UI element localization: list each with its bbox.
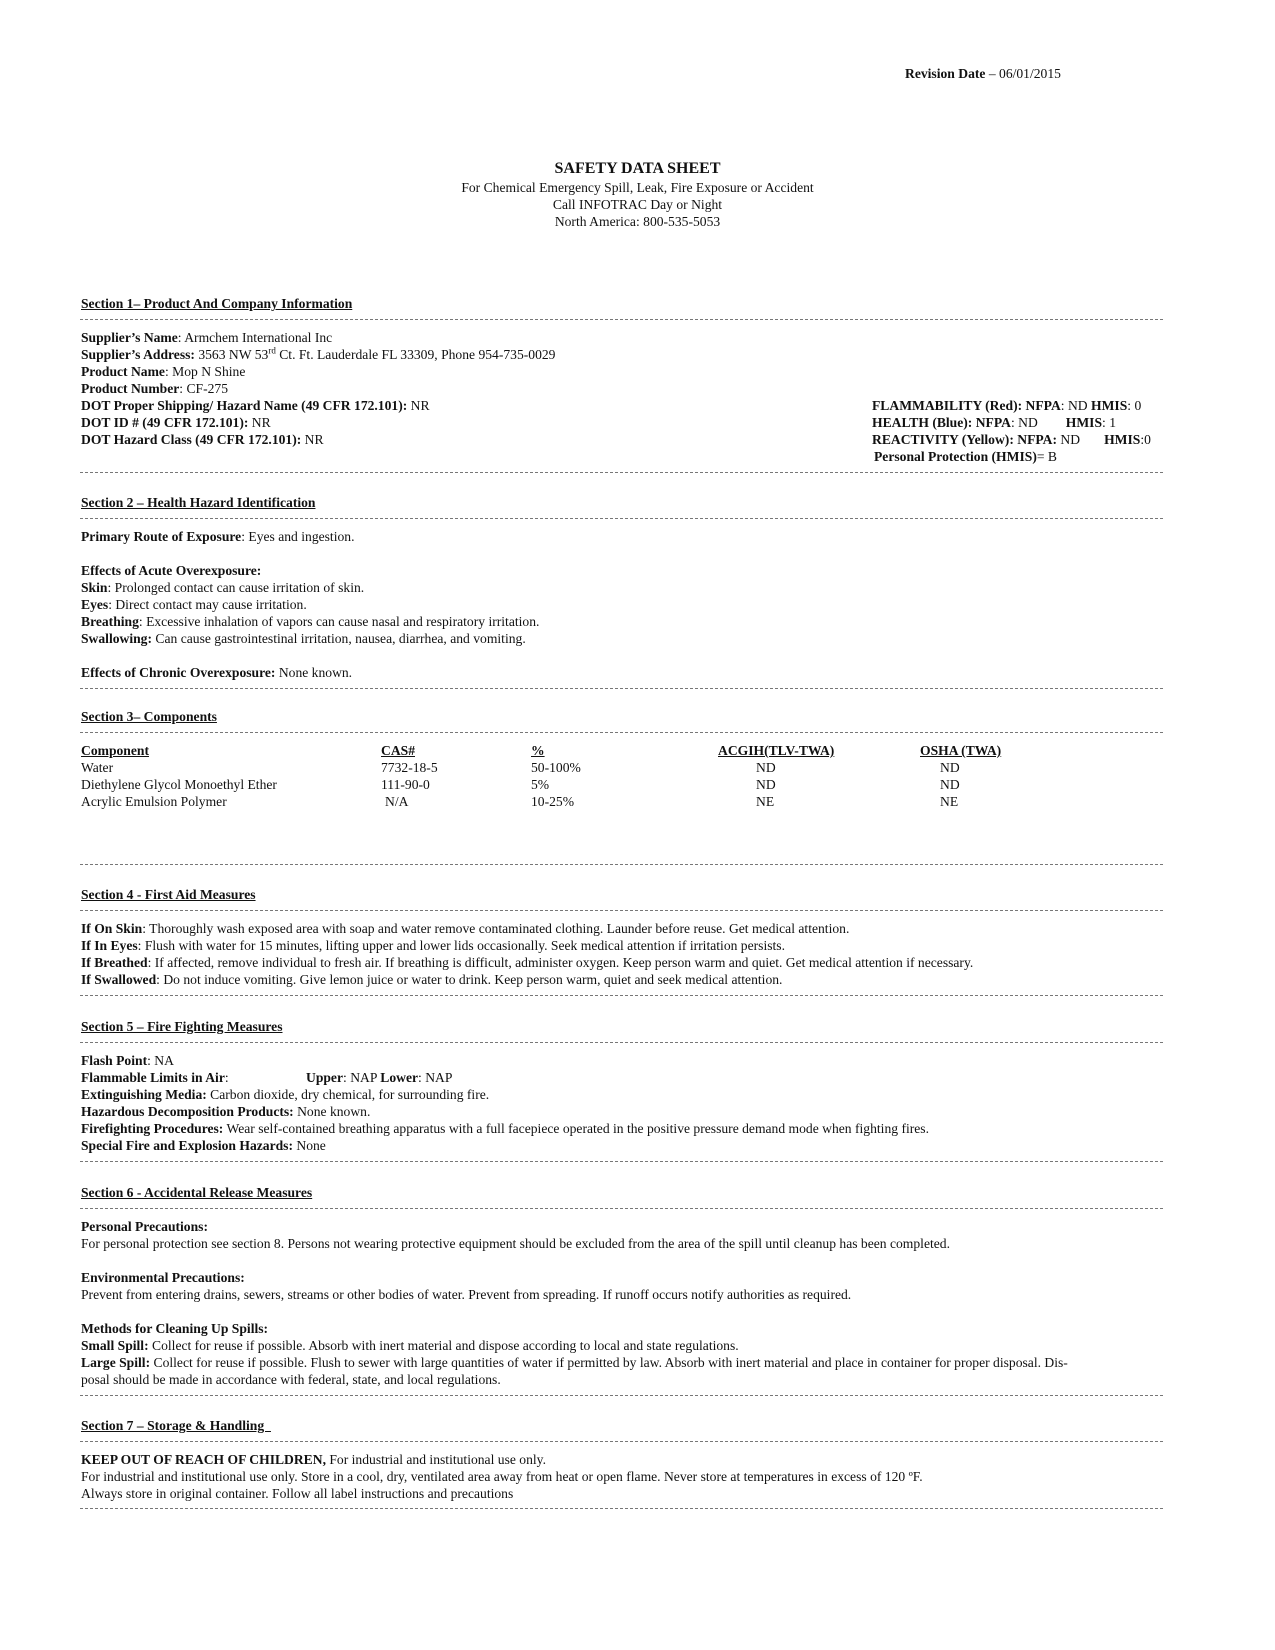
- special-hazards: Special Fire and Explosion Hazards: None: [81, 1138, 326, 1153]
- acute-eyes: Eyes: Direct contact may cause irritation.: [81, 597, 307, 612]
- flammability-rating: FLAMMABILITY (Red): NFPA: ND HMIS: 0: [872, 398, 1142, 413]
- table-cell: 5%: [531, 777, 550, 792]
- dot-shipping-name: DOT Proper Shipping/ Hazard Name (49 CFR 172.101): NR: [81, 398, 430, 413]
- table-header: %: [531, 743, 545, 758]
- divider: [80, 1042, 1163, 1043]
- table-cell: Acrylic Emulsion Polymer: [81, 794, 227, 809]
- environmental-precautions: Prevent from entering drains, sewers, streams or other bodies of water. Prevent from spreading. If runoff occurs notify authorities as required.: [81, 1287, 852, 1302]
- subtitle-line-1: For Chemical Emergency Spill, Leak, Fire Exposure or Accident: [461, 180, 814, 195]
- acute-breathing: Breathing: Excessive inhalation of vapors can cause nasal and respiratory irritation.: [81, 614, 540, 629]
- divider: [80, 1441, 1163, 1442]
- table-cell: Water: [81, 760, 114, 775]
- flash-point: Flash Point: NA: [81, 1053, 174, 1068]
- keep-out-of-reach: KEEP OUT OF REACH OF CHILDREN, For industrial and institutional use only.: [81, 1452, 546, 1467]
- table-cell: Diethylene Glycol Monoethyl Ether: [81, 777, 277, 792]
- supplier-name: Supplier’s Name: Armchem International Inc: [81, 330, 333, 345]
- chronic-effects: Effects of Chronic Overexposure: None known.: [81, 665, 353, 680]
- divider: [80, 995, 1163, 996]
- divider: [80, 1508, 1163, 1509]
- product-number: Product Number: CF-275: [81, 381, 229, 396]
- table-cell: 10-25%: [531, 794, 575, 809]
- section-7-heading: Section 7 – Storage & Handling: [81, 1418, 271, 1433]
- firefighting-procedures: Firefighting Procedures: Wear self-contained breathing apparatus with a full facepiece operated in the positive pressure demand mode when fighting fires.: [81, 1121, 929, 1136]
- extinguishing-media: Extinguishing Media: Carbon dioxide, dry chemical, for surrounding fire.: [81, 1087, 490, 1102]
- document-title: SAFETY DATA SHEET: [554, 160, 721, 177]
- subtitle-line-2: Call INFOTRAC Day or Night: [552, 197, 723, 212]
- large-spill: Large Spill: Collect for reuse if possible. Flush to sewer with large quantities of water if permitted by law. Absorb with inert material and place in container for proper disposal. Dis-: [81, 1355, 1068, 1370]
- first-aid-eyes: If In Eyes: Flush with water for 15 minutes, lifting upper and lower lids occasionally. Seek medical attention if irritation persists.: [81, 938, 785, 953]
- table-header: OSHA (TWA): [920, 743, 1002, 758]
- dot-hazard-class: DOT Hazard Class (49 CFR 172.101): NR: [81, 432, 324, 447]
- table-cell: N/A: [385, 794, 409, 809]
- table-cell: 50-100%: [531, 760, 581, 775]
- table-cell: ND: [756, 777, 776, 792]
- personal-precautions: For personal protection see section 8. Persons not wearing protective equipment should be excluded from the area of the spill until cleanup has been completed.: [81, 1236, 950, 1251]
- first-aid-swallowed: If Swallowed: Do not induce vomiting. Give lemon juice or water to drink. Keep person warm, quiet and seek medical attention.: [81, 972, 783, 987]
- table-header: ACGIH(TLV-TWA): [718, 743, 835, 758]
- table-cell: 111-90-0: [381, 777, 430, 792]
- acute-swallowing: Swallowing: Can cause gastrointestinal irritation, nausea, diarrhea, and vomiting.: [81, 631, 526, 646]
- section-5-heading: Section 5 – Fire Fighting Measures: [81, 1019, 283, 1034]
- divider: [80, 910, 1163, 911]
- table-cell: ND: [940, 777, 960, 792]
- first-aid-breathed: If Breathed: If affected, remove individual to fresh air. If breathing is difficult, administer oxygen. Keep person warm and quiet. Get medical attention if necessary.: [81, 955, 974, 970]
- personal-precautions-label: Personal Precautions:: [81, 1219, 208, 1234]
- small-spill: Small Spill: Collect for reuse if possible. Absorb with inert material and dispose according to local and state regulations.: [81, 1338, 739, 1353]
- flammable-limits-values: Upper: NAP Lower: NAP: [306, 1070, 453, 1085]
- environmental-precautions-label: Environmental Precautions:: [81, 1270, 245, 1285]
- revision-date-label: Revision Date: [905, 66, 986, 81]
- divider: [80, 1395, 1163, 1396]
- divider: [80, 864, 1163, 865]
- revision-date: Revision Date – 06/01/2015: [905, 66, 1061, 81]
- personal-protection: Personal Protection (HMIS)= B: [874, 449, 1057, 464]
- dot-id: DOT ID # (49 CFR 172.101): NR: [81, 415, 271, 430]
- acute-heading: Effects of Acute Overexposure:: [81, 563, 262, 578]
- section-4-heading: Section 4 - First Aid Measures: [81, 887, 256, 902]
- health-rating: HEALTH (Blue): NFPA: ND HMIS: 1: [872, 415, 1117, 430]
- section-6-heading: Section 6 - Accidental Release Measures: [81, 1185, 313, 1200]
- section-2-heading: Section 2 – Health Hazard Identification: [81, 495, 316, 510]
- reactivity-rating: REACTIVITY (Yellow): NFPA: ND HMIS:0: [872, 432, 1151, 447]
- table-header: Component: [81, 743, 149, 758]
- section-3-heading: Section 3– Components: [81, 709, 217, 724]
- table-cell: NE: [756, 794, 775, 809]
- divider: [80, 319, 1163, 320]
- storage-conditions: For industrial and institutional use only. Store in a cool, dry, ventilated area away from heat or open flame. Never store at temperatures in excess of 120 ºF.: [81, 1469, 923, 1484]
- emergency-phone: North America: 800-535-5053: [554, 214, 721, 229]
- divider: [80, 1161, 1163, 1162]
- table-cell: ND: [756, 760, 776, 775]
- supplier-address: Supplier’s Address: 3563 NW 53rd Ct. Ft. Lauderdale FL 33309, Phone 954-735-0029: [81, 345, 556, 362]
- storage-container: Always store in original container. Follow all label instructions and precautions: [81, 1486, 514, 1501]
- table-cell: NE: [940, 794, 959, 809]
- primary-route: Primary Route of Exposure: Eyes and ingestion.: [81, 529, 355, 544]
- flammable-limits: Flammable Limits in Air:: [81, 1070, 229, 1085]
- divider: [80, 688, 1163, 689]
- divider: [80, 732, 1163, 733]
- divider: [80, 518, 1163, 519]
- divider: [80, 472, 1163, 473]
- divider: [80, 1208, 1163, 1209]
- product-name: Product Name: Mop N Shine: [81, 364, 246, 379]
- decomposition-products: Hazardous Decomposition Products: None known.: [81, 1104, 371, 1119]
- cleanup-methods-label: Methods for Cleaning Up Spills:: [81, 1321, 269, 1336]
- revision-date-value: 06/01/2015: [999, 66, 1061, 81]
- acute-skin: Skin: Prolonged contact can cause irritation of skin.: [81, 580, 365, 595]
- table-header: CAS#: [381, 743, 415, 758]
- table-cell: ND: [940, 760, 960, 775]
- table-cell: 7732-18-5: [381, 760, 438, 775]
- first-aid-skin: If On Skin: Thoroughly wash exposed area with soap and water remove contaminated clothing. Launder before reuse. Get medical attention.: [81, 921, 850, 936]
- large-spill-continued: posal should be made in accordance with federal, state, and local regulations.: [81, 1372, 501, 1387]
- section-1-heading: Section 1– Product And Company Information: [81, 296, 353, 311]
